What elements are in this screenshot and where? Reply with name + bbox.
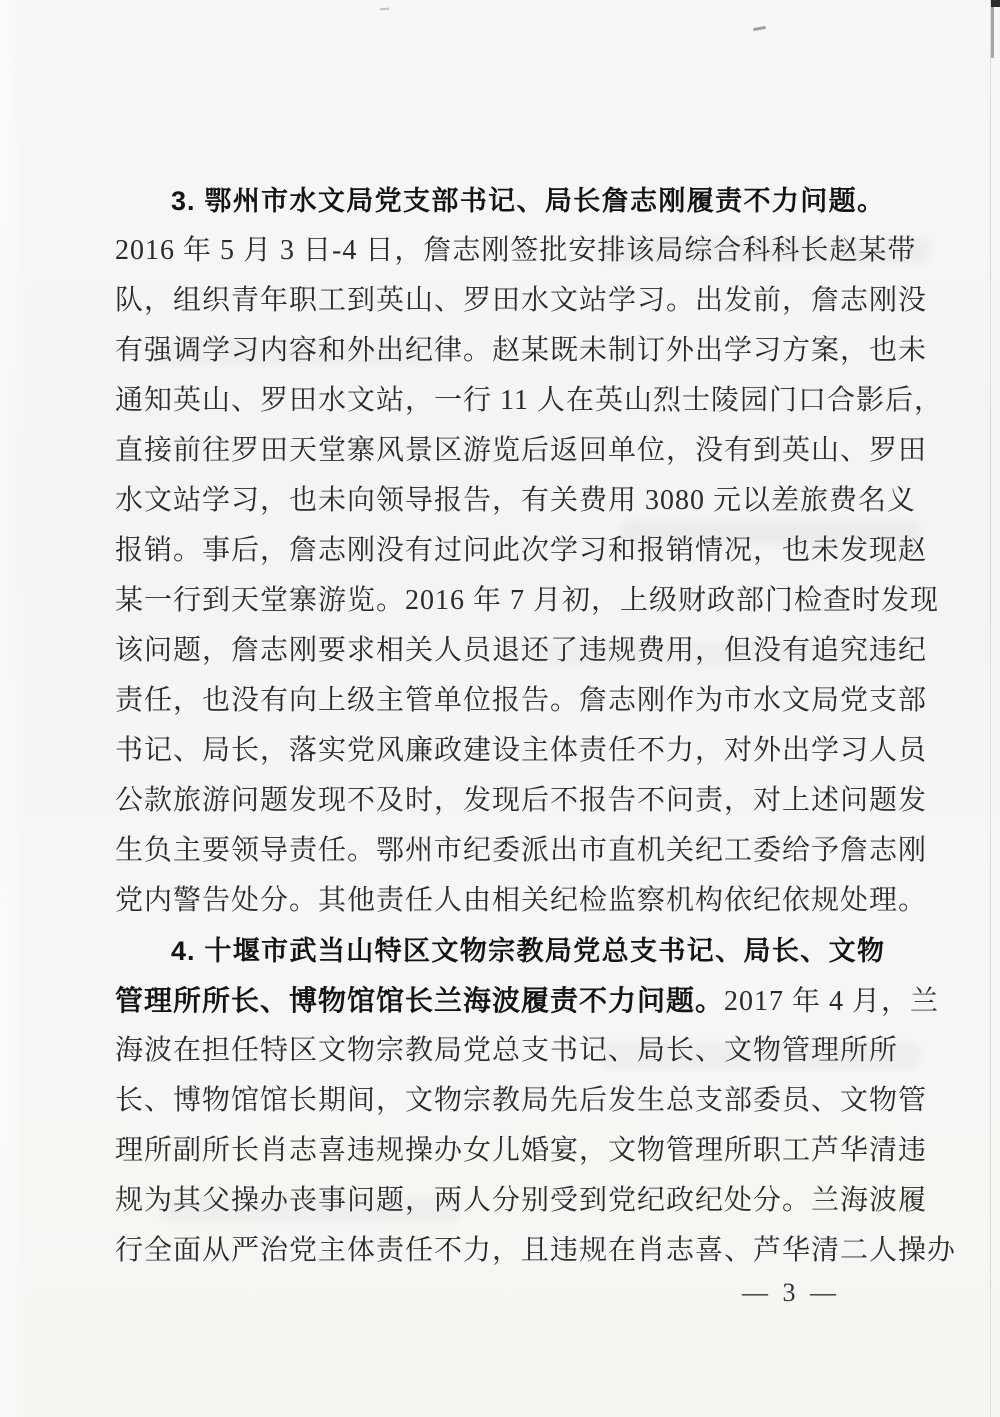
- text-line: 理所副所长肖志喜违规操办女儿婚宴，文物管理所职工芦华清违: [115, 1135, 928, 1166]
- text-line: 通知英山、罗田水文站，一行 11 人在英山烈士陵园门口合影后，: [115, 385, 943, 416]
- page-number: — 3 —: [742, 1278, 840, 1307]
- text-line: 责任，也没有向上级主管单位报告。詹志刚作为市水文局党支部: [115, 685, 928, 716]
- text-line: 规为其父操办丧事问题，两人分别受到党纪政纪处分。兰海波履: [115, 1185, 928, 1216]
- text-line: 队，组织青年职工到英山、罗田水文站学习。出发前，詹志刚没: [115, 285, 928, 316]
- text-line: 党内警告处分。其他责任人由相关纪检监察机构依纪依规处理。: [115, 885, 928, 916]
- text-line: 该问题，詹志刚要求相关人员退还了违规费用，但没有追究违纪: [115, 635, 928, 666]
- text-line: 书记、局长，落实党风廉政建设主体责任不力，对外出学习人员: [115, 735, 928, 766]
- text-line: 公款旅游问题发现不及时，发现后不报告不问责，对上述问题发: [115, 785, 928, 816]
- section-4-heading: 4. 十堰市武当山特区文物宗教局党总支书记、局长、文物: [171, 936, 885, 966]
- text-span: 2017 年 4 月，兰: [724, 986, 940, 1017]
- text-line: 报销。事后，詹志刚没有过问此次学习和报销情况，也未发现赵: [115, 535, 928, 566]
- section-3-heading: 3. 鄂州市水文局党支部书记、局长詹志刚履责不力问题。: [171, 186, 885, 216]
- scan-left-edge-artifact: [0, 0, 26, 1417]
- scan-right-edge-dark-line: [991, 0, 994, 58]
- text-line: 生负主要领导责任。鄂州市纪委派出市直机关纪工委给予詹志刚: [115, 835, 928, 866]
- text-line: 直接前往罗田天堂寨风景区游览后返回单位，没有到英山、罗田: [115, 435, 928, 466]
- scan-mark-artifact: [380, 8, 389, 11]
- text-line: 长、博物馆馆长期间，文物宗教局先后发生总支部委员、文物管: [115, 1085, 928, 1116]
- text-line: 行全面从严治党主体责任不力，且违规在肖志喜、芦华清二人操办: [115, 1235, 957, 1266]
- document-body: [115, 176, 957, 1276]
- text-line: 某一行到天堂寨游览。2016 年 7 月初，上级财政部门检查时发现: [115, 585, 940, 616]
- text-line: 海波在担任特区文物宗教局党总支书记、局长、文物管理所所: [115, 1035, 899, 1066]
- text-line: 有强调学习内容和外出纪律。赵某既未制订外出学习方案，也未: [115, 335, 928, 366]
- scan-right-edge-line: [990, 0, 991, 1417]
- section-4-heading-continued: 管理所所长、博物馆馆长兰海波履责不力问题。: [115, 985, 725, 1016]
- section-4-heading-line2: [115, 976, 940, 1026]
- scan-corner-artifact: [991, 0, 1000, 7]
- text-line: 水文站学习，也未向领导报告，有关费用 3080 元以差旅费名义: [115, 485, 917, 516]
- scan-mark-artifact: [753, 26, 766, 31]
- text-line: 2016 年 5 月 3 日-4 日，詹志刚签批安排该局综合科科长赵某带: [115, 235, 917, 266]
